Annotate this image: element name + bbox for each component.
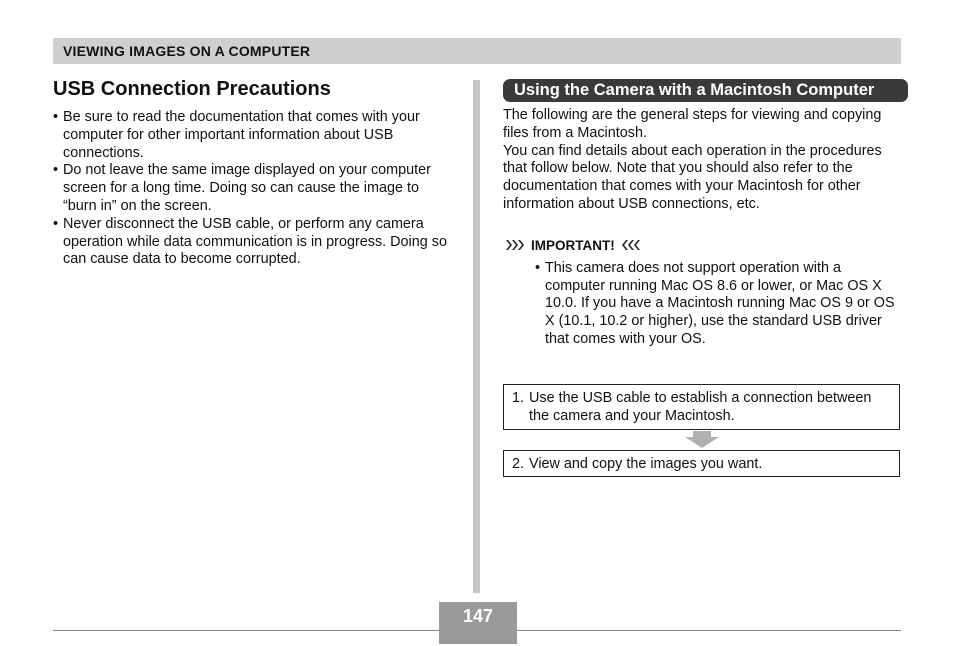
important-list [503,260,903,349]
list-item: • Never disconnect the USB cable, or perform any camera operation while data communication is in progress. Doing so can cause data to become corrupted. [53,215,447,268]
list-item: • This camera does not support operation with a computer running Mac OS 8.6 or lower, or Mac OS X 10.0. If you have a Macintosh running Mac OS 9 or OS X (10.1, 10.2 or higher), use the standard USB driver that comes with your OS. [535,259,895,347]
left-column [53,78,453,269]
list-item-text: Be sure to read the documentation that comes with your computer for other important information about USB connections. [63,109,420,161]
list-item: • Do not leave the same image displayed on your computer screen for a long time. Doing so can cause the image to “burn in” on the screen. [53,162,431,214]
page-number-badge [439,602,517,630]
section-header-title: VIEWING IMAGES ON A COMPUTER [63,43,311,59]
section-heading: Using the Camera with a Macintosh Computer [503,79,908,102]
step-box-1 [503,384,900,430]
intro-paragraph [503,107,903,214]
step-text: Use the USB cable to establish a connection between the camera and your Macintosh. [529,390,872,424]
list-item: • Be sure to read the documentation that comes with your computer for other important information about USB connections. [53,109,420,161]
page-number: 147 [462,606,494,626]
list-item-text: Do not leave the same image displayed on your computer screen for a long time. Doing so can cause the image to “burn in” on the screen. [63,162,431,214]
page-number-badge-base [439,630,517,644]
intro-line: The following are the general steps for viewing and copying files from a Macintosh. [503,107,882,141]
section-header-bar [53,38,901,64]
list-item-text: Never disconnect the USB cable, or perform any camera operation while data communication is in progress. Doing so can cause data to become corrupted. [63,215,447,268]
step-number: 1. [512,390,525,406]
triple-chevron-right-icon [505,239,527,251]
precautions-list [53,109,453,269]
page-title: USB Connection Precautions [53,78,331,100]
down-arrow-icon [685,431,719,448]
column-divider [473,80,480,593]
step-text: View and copy the images you want. [529,456,763,472]
important-label: IMPORTANT! [531,237,615,253]
step-box-2 [503,450,900,477]
right-column [503,79,903,349]
step-number: 2. [512,456,525,472]
triple-chevron-left-icon [619,239,641,251]
intro-line: You can find details about each operation in the procedures that follow below. Note that you should also refer to the documentation that comes with your Macintosh for other information about USB connections, etc. [503,142,882,212]
list-item-text: This camera does not support operation with a computer running Mac OS 8.6 or lower, or Mac OS X 10.0. If you have a Macintosh running Mac OS 9 or OS X (10.1, 10.2 or higher), use the standard USB driver that comes with your OS. [545,259,895,347]
important-notice-header [503,238,903,253]
